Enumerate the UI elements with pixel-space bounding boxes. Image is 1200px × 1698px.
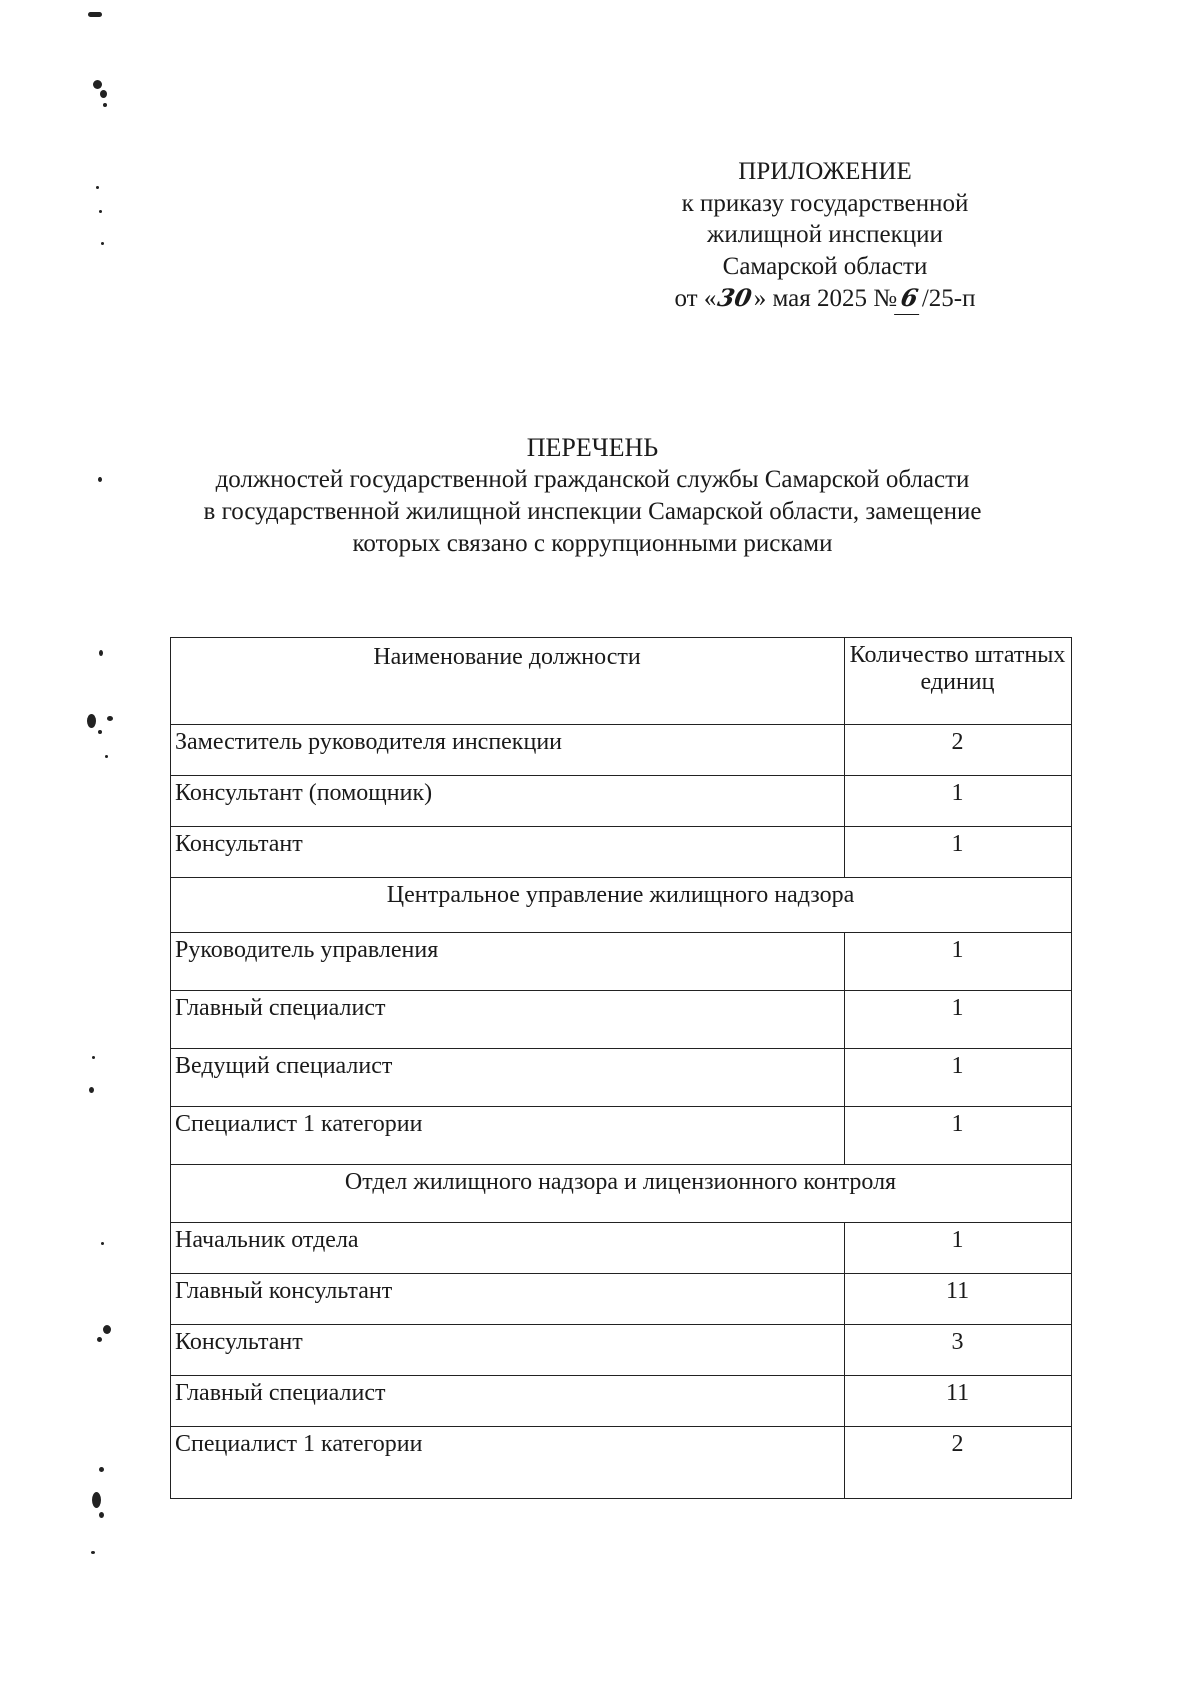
appendix-title: ПРИЛОЖЕНИЕ: [738, 158, 912, 185]
staff-count: 2: [845, 1427, 1072, 1499]
table-row: [171, 933, 1072, 991]
appendix-line-3: Самарской области: [722, 252, 928, 280]
table-row: [171, 1325, 1072, 1376]
table-row: [171, 991, 1072, 1049]
table-row: [171, 1427, 1072, 1499]
staff-count: 1: [845, 1223, 1072, 1274]
appendix-header: [655, 156, 995, 315]
positions-table: [170, 637, 1072, 1499]
section-row: [171, 878, 1072, 933]
handwritten-day: 30: [715, 283, 755, 312]
position-name: Консультант: [171, 1325, 845, 1376]
appendix-line-1: к приказу государственной: [681, 189, 969, 217]
table-header-row: [171, 638, 1072, 725]
date-prefix: от «: [674, 285, 717, 312]
staff-count: 2: [845, 725, 1072, 776]
document-title-block: [130, 432, 1055, 560]
section-title: Центральное управление жилищного надзора: [171, 878, 1072, 933]
position-name: Руководитель управления: [171, 933, 845, 991]
section-row: [171, 1165, 1072, 1223]
header-staff-count: Количество штатных единиц: [845, 638, 1072, 725]
position-name: Главный консультант: [171, 1274, 845, 1325]
position-name: Главный специалист: [171, 1376, 845, 1427]
header-position-name: Наименование должности: [171, 638, 845, 725]
document-subtitle-line-1: должностей государственной гражданской службы Самарской области: [215, 466, 970, 493]
position-name: Специалист 1 категории: [171, 1427, 845, 1499]
appendix-date-line: [655, 282, 995, 315]
staff-count: 1: [845, 1107, 1072, 1165]
document-title: ПЕРЕЧЕНЬ: [526, 433, 659, 462]
document-subtitle-line-3: которых связано с коррупционными рисками: [352, 530, 833, 557]
table-row: [171, 725, 1072, 776]
table-row: [171, 1107, 1072, 1165]
staff-count: 11: [845, 1274, 1072, 1325]
position-name: Начальник отдела: [171, 1223, 845, 1274]
table-row: [171, 827, 1072, 878]
section-title: Отдел жилищного надзора и лицензионного контроля: [171, 1165, 1072, 1223]
staff-count: 1: [845, 776, 1072, 827]
position-name: Заместитель руководителя инспекции: [171, 725, 845, 776]
position-name: Главный специалист: [171, 991, 845, 1049]
position-name: Консультант: [171, 827, 845, 878]
date-middle: » мая 2025 №: [753, 285, 898, 312]
table-row: [171, 1049, 1072, 1107]
handwritten-order-number: 6: [894, 282, 924, 315]
staff-count: 3: [845, 1325, 1072, 1376]
table-row: [171, 1223, 1072, 1274]
date-suffix: /25-п: [921, 285, 976, 312]
position-name: Ведущий специалист: [171, 1049, 845, 1107]
staff-count: 1: [845, 991, 1072, 1049]
staff-count: 1: [845, 933, 1072, 991]
document-subtitle-line-2: в государственной жилищной инспекции Самарской области, замещение: [203, 498, 982, 525]
appendix-line-2: жилищной инспекции: [707, 221, 943, 248]
table-row: [171, 776, 1072, 827]
staff-count: 11: [845, 1376, 1072, 1427]
table-row: [171, 1274, 1072, 1325]
position-name: Специалист 1 категории: [171, 1107, 845, 1165]
staff-count: 1: [845, 1049, 1072, 1107]
table-row: [171, 1376, 1072, 1427]
position-name: Консультант (помощник): [171, 776, 845, 827]
staff-count: 1: [845, 827, 1072, 878]
